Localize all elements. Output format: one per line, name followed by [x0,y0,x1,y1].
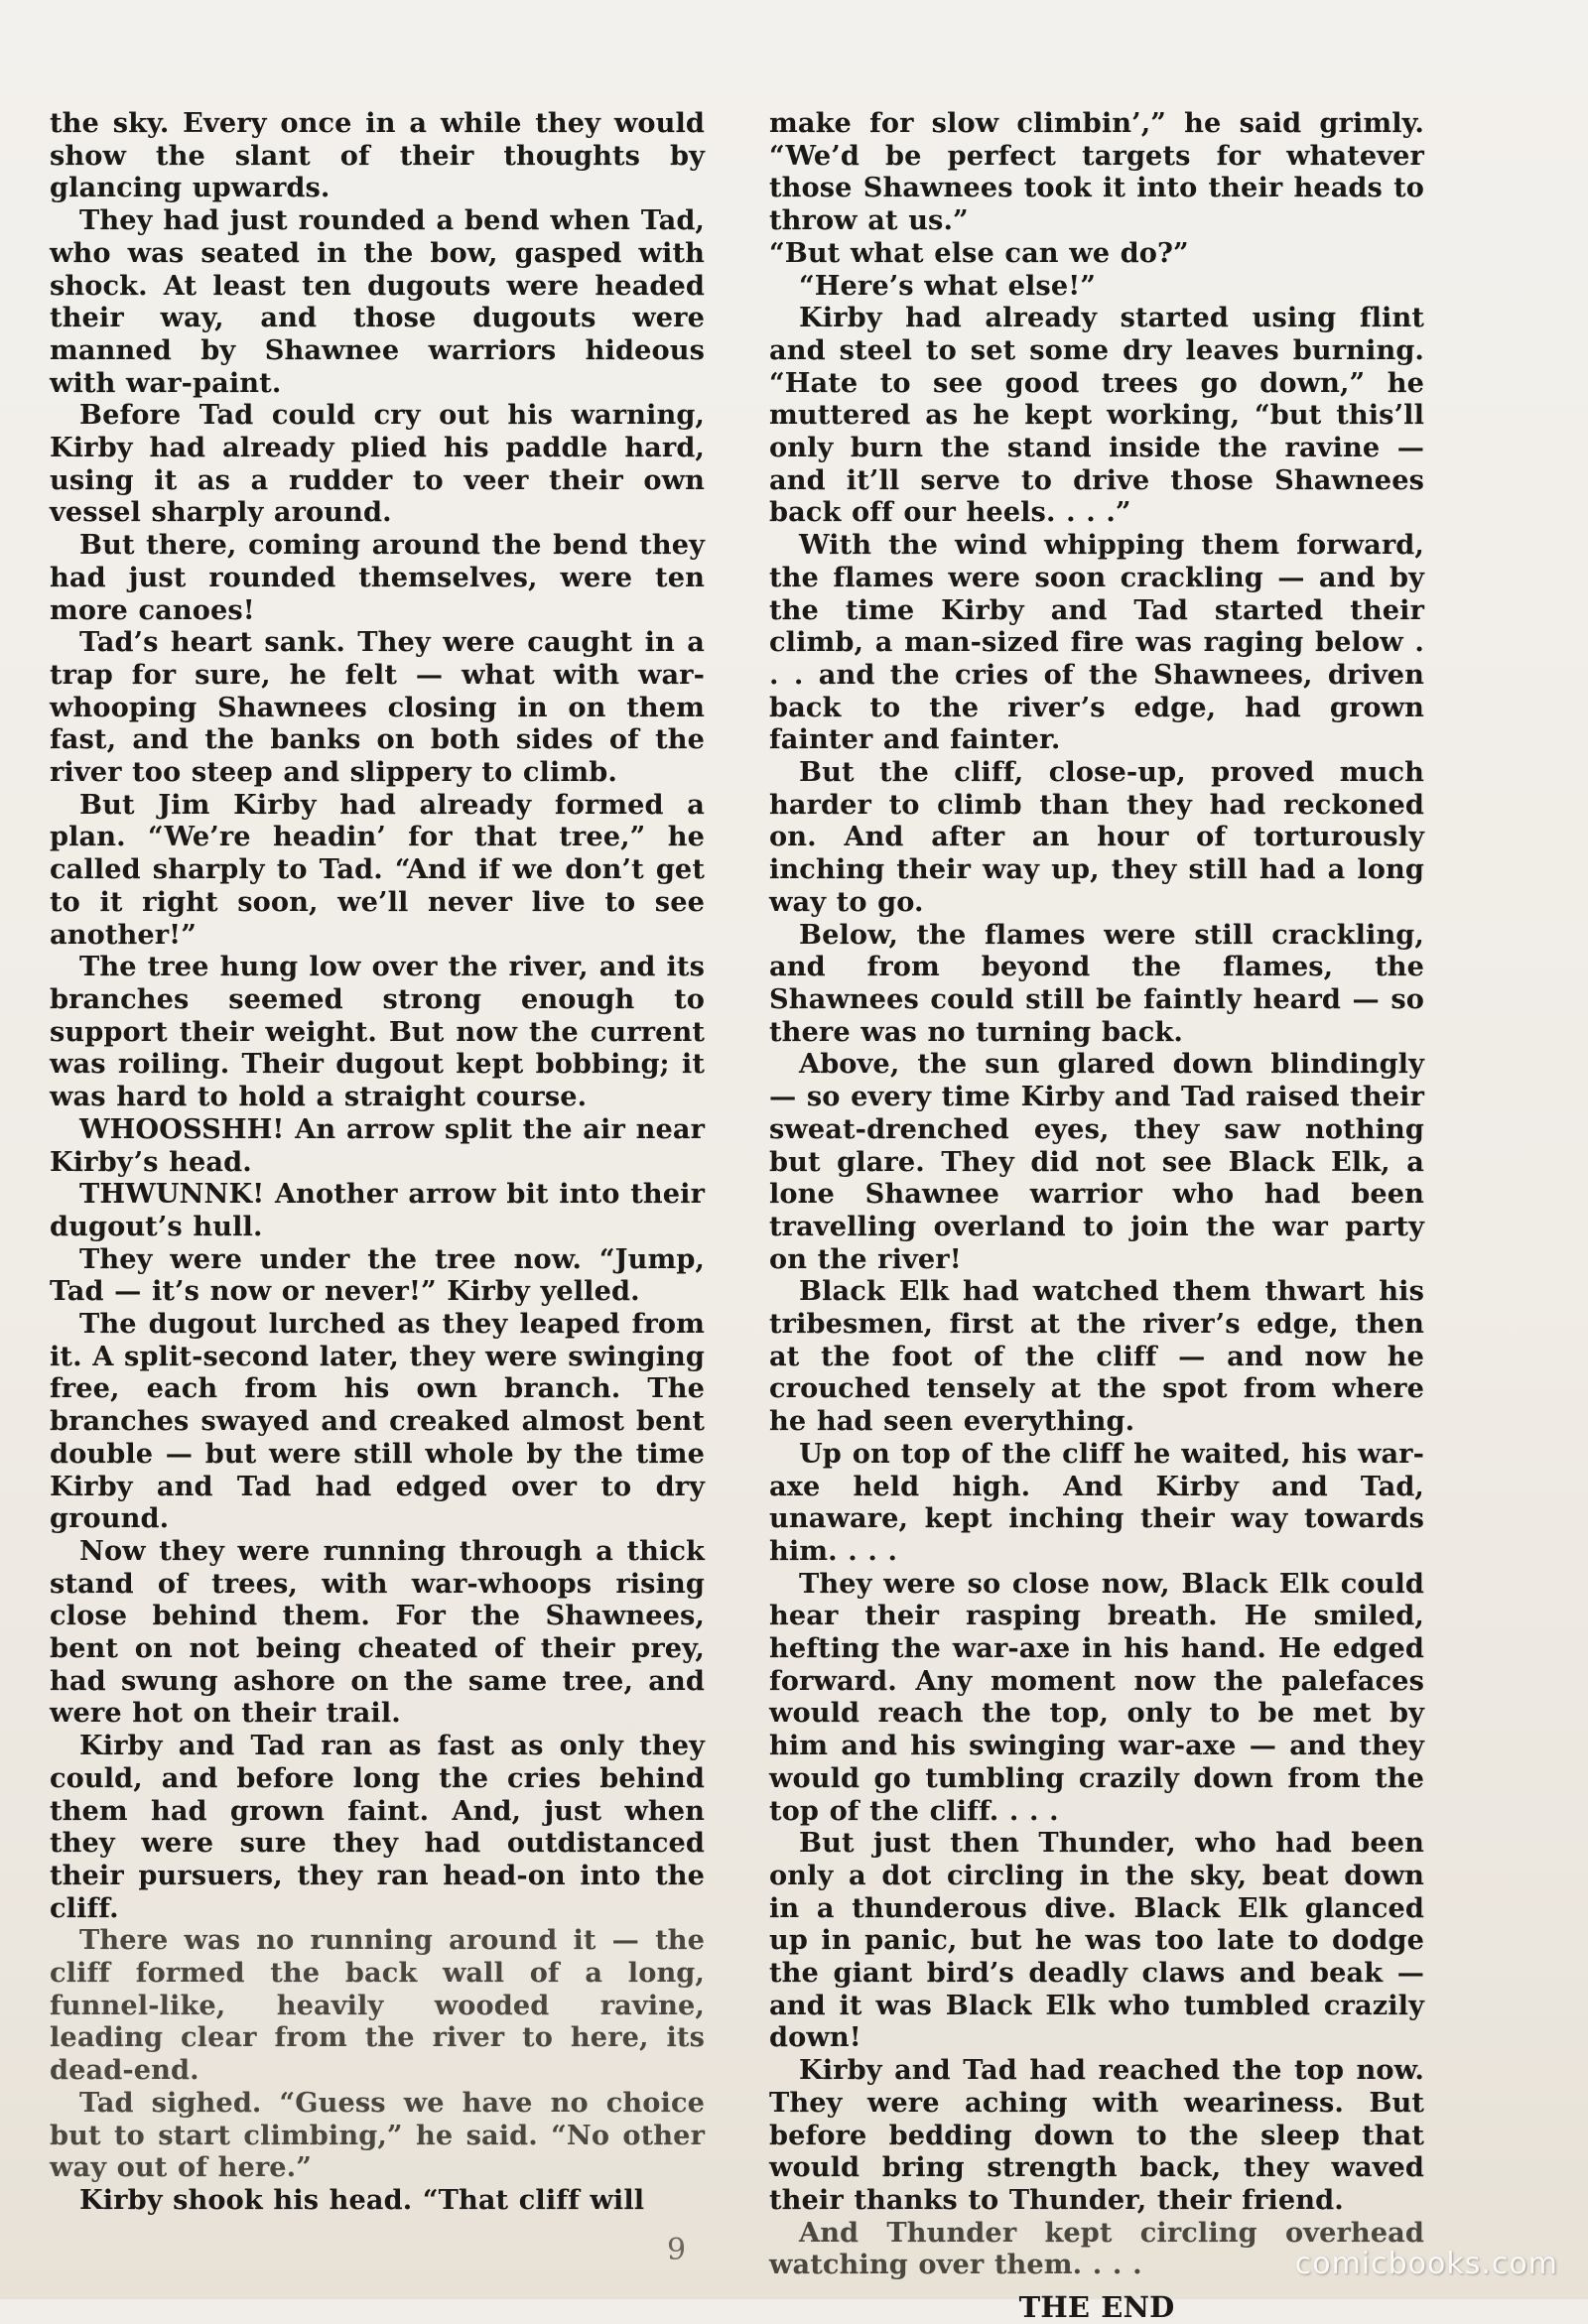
story-paragraph: WHOOSSHH! An arrow split the air near Kirby’s head. [50,1112,705,1178]
story-paragraph: Above, the sun glared down blindingly — so every time Kirby and Tad raised their sweat-drenched eyes, they saw nothing but glare. They did not see Black Elk, a lone Shawnee warrior who had been travelling overland to join the war party on the river! [769,1048,1424,1275]
story-paragraph: Kirby and Tad had reached the top now. They were aching with weariness. But before bedding down to the sleep that would bring strength back, they waved their thanks to Thunder, their friend. [769,2054,1424,2216]
right-text-column [769,107,1424,2324]
site-watermark: comicbooks.com [1294,2247,1558,2281]
story-paragraph: “But what else can we do?” [769,236,1189,269]
story-paragraph: THWUNNK! Another arrow bit into their dugout’s hull. [50,1178,705,1242]
story-paragraph: Below, the flames were still crackling, and from beyond the flames, the Shawnees could still be faintly heard — so there was no turning back. [769,918,1424,1048]
left-text-column [50,107,705,2217]
story-paragraph: There was no running around it — the cliff formed the back wall of a long, funnel-like, heavily wooded ravine, leading clear from the river to here, its dead-end. [50,1924,705,2087]
story-paragraph: Tad’s heart sank. They were caught in a trap for sure, he felt — what with war-whooping Shawnees closing in on them fast, and the banks on both sides of the river too steep and slippery to climb. [50,626,705,789]
story-paragraph: the sky. Every once in a while they would show the slant of their thoughts by glancing upwards. [50,107,705,204]
story-paragraph: Tad sighed. “Guess we have no choice but to start climbing,” he said. “No other way out of here.” [50,2086,705,2184]
story-paragraph: Before Tad could cry out his warning, Kirby had already plied his paddle hard, using it as a rudder to veer their own vessel sharply around. [50,399,705,529]
story-paragraph: Black Elk had watched them thwart his tribesmen, first at the river’s edge, then at the foot of the cliff — and now he crouched tensely at the spot from where he had seen everything. [769,1275,1424,1438]
story-paragraph: make for slow climbin’,” he said grimly. “We’d be perfect targets for whatever those Shawnees took it into their heads to throw at us.” [769,107,1424,237]
story-paragraph: Now they were running through a thick stand of trees, with war-whoops rising close behind them. For the Shawnees, bent on not being cheated of their prey, had swung ashore on the same tree, and were hot on their trail. [50,1534,705,1730]
story-paragraph: The dugout lurched as they leaped from it. A split-second later, they were swinging free, each from his own branch. The branches swayed and creaked almost bent double — but were still whole by the time Kirby and Tad had edged over to dry ground. [50,1308,705,1535]
story-paragraph: Up on top of the cliff he waited, his war-axe held high. And Kirby and Tad, unaware, kept inching their way towards him. . . . [769,1437,1424,1567]
story-paragraph: With the wind whipping them forward, the flames were soon crackling — and by the time Kirby and Tad started their climb, a man-sized fire was raging below . . . and the cries of the Shawnees, driven back to the river’s edge, had grown fainter and fainter. [769,529,1424,756]
page-number: 9 [667,2233,687,2267]
the-end-label: THE END [1018,2290,1175,2324]
story-paragraph: Kirby and Tad ran as fast as only they could, and before long the cries behind them had grown faint. And, just when they were sure they had outdistanced their pursuers, they ran head-on into the cliff. [50,1730,705,1924]
story-paragraph: But the cliff, close-up, proved much harder to climb than they had reckoned on. And after an hour of torturously inching their way up, they still had a long way to go. [769,756,1424,918]
story-paragraph: They were so close now, Black Elk could hear their rasping breath. He smiled, hefting the war-axe in his hand. He edged forward. Any moment now the palefaces would reach the top, only to be met by him and his swinging war-axe — and they would go tumbling crazily down from the top of the cliff. . . . [769,1567,1424,1827]
story-paragraph: Kirby had already started using flint and steel to set some dry leaves burning. “Hate to see good trees go down,” he muttered as he kept working, “but this’ll only burn the stand inside the ravine — and it’ll serve to drive those Shawnees back off our heels. . . .” [769,302,1424,529]
story-paragraph: They were under the tree now. “Jump, Tad — it’s now or never!” Kirby yelled. [50,1242,705,1308]
story-paragraph: But there, coming around the bend they had just rounded themselves, were ten more canoes! [50,529,705,626]
story-paragraph: “Here’s what else!” [799,269,1096,302]
story-paragraph: They had just rounded a bend when Tad, who was seated in the bow, gasped with shock. At least ten dugouts were headed their way, and those dugouts were manned by Shawnee warriors hideous with war-paint. [50,204,705,399]
story-paragraph: But Jim Kirby had already formed a plan. “We’re headin’ for that tree,” he called sharply to Tad. “And if we don’t get to it right soon, we’ll never live to see another!” [50,788,705,951]
story-paragraph: And Thunder kept circling overhead watching over them. . . . [769,2216,1424,2281]
story-paragraph: Kirby shook his head. “That cliff will [79,2184,645,2216]
story-paragraph: But just then Thunder, who had been only a dot circling in the sky, beat down in a thunderous dive. Black Elk glanced up in panic, but he was too late to dodge the giant bird’s deadly claws and beak — and it was Black Elk who tumbled crazily down! [769,1827,1424,2054]
story-paragraph: The tree hung low over the river, and its branches seemed strong enough to support their weight. But now the current was roiling. Their dugout kept bobbing; it was hard to hold a straight course. [50,951,705,1113]
